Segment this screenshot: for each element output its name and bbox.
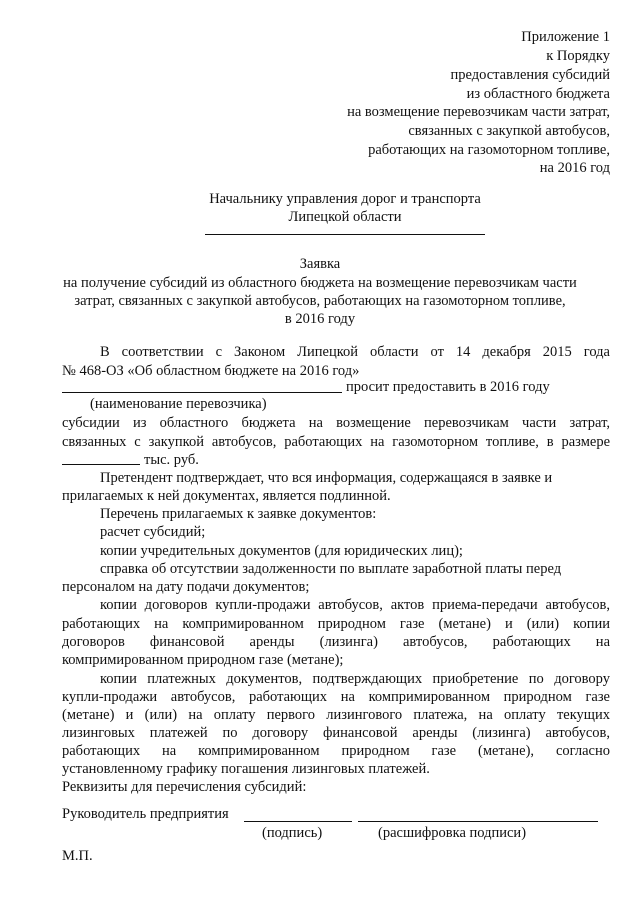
documents-item-3-line-1: справка об отсутствии задолженности по выплате заработной платы перед <box>100 561 562 577</box>
addressee-underline <box>205 234 485 235</box>
addressee-line-2: Липецкой области <box>288 209 402 225</box>
documents-item-4-line-3: договоров финансовой аренды (лизинга) автобусов, работающих на <box>62 634 610 650</box>
p2-line-1: субсидии из областного бюджета на возмещение перевозчикам части затрат, <box>62 415 610 431</box>
documents-item-5-line-6: установленному графику погашения лизинговых платежей. <box>62 761 430 777</box>
documents-item-4-line-2: работающих на компримированном природном газе (метане) и (или) копии <box>62 616 610 632</box>
p1-line-2: № 468-ОЗ «Об областном бюджете на 2016 год» <box>62 363 360 379</box>
annex-line-1: Приложение 1 <box>521 29 610 45</box>
documents-item-5-line-3: (метане) и (или) на оплату первого лизингового платежа, на оплату текущих <box>62 707 610 723</box>
p2-unit: тыс. руб. <box>144 452 199 468</box>
annex-line-3: предоставления субсидий <box>450 67 610 83</box>
p1-request: просит предоставить в 2016 году <box>346 379 550 395</box>
documents-item-5-line-1: копии платежных документов, подтверждающих приобретение по договору <box>100 671 610 687</box>
documents-item-5-line-4: лизинговых платежей по договору финансовой аренды (лизинга) автобусов, <box>62 725 610 741</box>
application-subtitle-2: затрат, связанных с закупкой автобусов, работающих на газомоторном топливе, <box>74 293 566 309</box>
annex-line-4: из областного бюджета <box>466 86 610 102</box>
documents-list-title: Перечень прилагаемых к заявке документов: <box>100 506 377 522</box>
documents-item-4-line-1: копии договоров купли-продажи автобусов, актов приема-передачи автобусов, <box>100 597 610 613</box>
signature-blank <box>244 821 352 822</box>
annex-line-2: к Порядку <box>546 48 610 64</box>
signature-decode-blank <box>358 821 598 822</box>
p3-line-2: прилагаемых к ней документах, является подлинной. <box>62 488 391 504</box>
p1-line-1: В соответствии с Законом Липецкой области от 14 декабря 2015 года <box>100 344 610 360</box>
documents-item-1: расчет субсидий; <box>100 524 206 540</box>
annex-line-7: работающих на газомоторном топливе, <box>368 142 610 158</box>
application-subtitle-3: в 2016 году <box>284 311 356 327</box>
addressee-line-1: Начальнику управления дорог и транспорта <box>209 191 481 207</box>
requisites-label: Реквизиты для перечисления субсидий: <box>62 779 307 795</box>
documents-item-4-line-4: компримированном природном газе (метане); <box>62 652 344 668</box>
head-label: Руководитель предприятия <box>62 806 229 822</box>
carrier-name-hint: (наименование перевозчика) <box>90 396 267 412</box>
signature-decode-hint: (расшифровка подписи) <box>378 825 527 841</box>
documents-item-5-line-2: купли-продажи автобусов, работающих на компримированном природном газе <box>62 689 610 705</box>
application-subtitle-1: на получение субсидий из областного бюджета на возмещение перевозчикам части <box>63 275 577 291</box>
application-title: Заявка <box>299 256 341 272</box>
carrier-name-blank <box>62 392 342 393</box>
annex-line-6: связанных с закупкой автобусов, <box>408 123 610 139</box>
p2-line-2: связанных с закупкой автобусов, работающих на газомоторном топливе, в размере <box>62 434 610 450</box>
p3-line-1: Претендент подтверждает, что вся информация, содержащаяся в заявке и <box>100 470 553 486</box>
documents-item-2: копии учредительных документов (для юридических лиц); <box>100 543 463 559</box>
annex-line-8: на 2016 год <box>539 160 610 176</box>
stamp-label: М.П. <box>62 848 93 864</box>
documents-item-3-line-2: персоналом на дату подачи документов; <box>62 579 310 595</box>
annex-line-5: на возмещение перевозчикам части затрат, <box>347 104 610 120</box>
signature-hint: (подпись) <box>262 825 323 841</box>
documents-item-5-line-5: работающих на компримированном природном газе (метане), согласно <box>62 743 610 759</box>
amount-blank <box>62 464 140 465</box>
